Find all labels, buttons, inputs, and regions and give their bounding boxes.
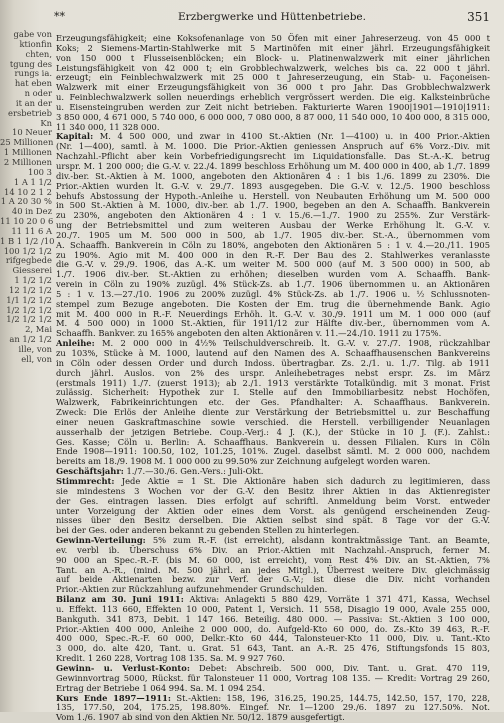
margin-fragment: 12 1/2 1/2 bbox=[9, 284, 52, 295]
margin-fragment: 40 in Dez bbox=[11, 206, 52, 217]
margin-fragment: 1 A 1 1/2 bbox=[13, 176, 52, 187]
text-line: in Cöln oder dessen Order und durch Indoss. übertragbar. Zs. 2./1. u. 1./7. Tilg. ab 1911 bbox=[56, 357, 490, 368]
text-line: Kapital: M. 4 500 000, und zwar in 4100 St.-Aktien (Nr. 1—4100) u. in 400 Prior.-Aktien bbox=[56, 131, 490, 142]
running-title: Erzbergwerke und Hüttenbetriebe. bbox=[178, 11, 366, 23]
text-line: 400 000, Spec.-R.-F. 60 000, Delkr.-Kto 60 444, Talonsteuer-Kto 11 000, Div. u. Tant.-Kto bbox=[56, 633, 490, 644]
margin-fragment: it an der bbox=[15, 97, 52, 108]
previous-page-margin bbox=[0, 30, 54, 712]
text-line: stempel zum Bezuge angeboten. Die Kosten der Em. trug die übernehmende Bank. Agio bbox=[56, 298, 490, 309]
text-line: verein in Cöln zu 190% zuzügl. 4% Stück-Zs. ab 1./7. 1906 übernommen u. an Aktionären bbox=[56, 279, 490, 290]
margin-fragment: 25 Millionen bbox=[0, 137, 54, 148]
text-line: behufs Abstossung der Hypoth.-Anleihe u. Herstell. von Neubauten Erhöhung um M. 500 000 bbox=[56, 190, 490, 201]
text-line: durch jährl. Auslos. von 2% des urspr. Anleihebetrages nebst erspr. Zs. im März bbox=[56, 367, 490, 378]
margin-fragment: 11 10 20 0 6 bbox=[0, 216, 54, 227]
margin-fragment: Kn bbox=[40, 117, 52, 128]
text-line: Tant. an A.-R., (mind. M. 500 jährl. an jedes Mitgl.), Überrest weitere Div. gleichmässig bbox=[56, 564, 490, 575]
margin-fragment: ktionfin bbox=[19, 38, 52, 49]
margin-fragment: an 1/2 1/2 bbox=[9, 334, 52, 345]
text-line: Vom 1./6. 1907 ab sind von den Aktien Nr. 50/12. 1879 ausgefertigt. bbox=[56, 712, 345, 723]
text-line: Kredit. 1 260 228, Vortrag 108 135. Sa. M. 9 927 760. bbox=[56, 653, 285, 664]
text-line: einer neuen Gaskraftmaschine sowie verschied. die Herstell. verbilligender Neuanlagen bbox=[56, 416, 490, 427]
text-line: Prior.-Aktien 400 000, Anleihe 2 000 000, do. Aufgeld-Kto 60 000, do. Zs.-Kto 39 463, R.-F. bbox=[56, 623, 490, 634]
text-line: 20./7. 1905 um M. 500 000 in 500, ab 1./7. 1905 div.-ber. St.-A., übernommen vom bbox=[56, 229, 490, 240]
margin-fragment: tgung des bbox=[9, 58, 52, 69]
margin-fragment: 100 1/2 1/2 bbox=[3, 245, 52, 256]
page-body-text bbox=[56, 33, 491, 723]
text-line: Ertrag der Betriebe 1 064 994. Sa. M. 1 094 254. bbox=[56, 682, 265, 693]
margin-fragment: 1 1/2 1/2 bbox=[14, 275, 52, 286]
text-line: ung der Betriebsmittel und zum weiteren Ausbau der Werke Erhöhung lt. G.-V. v. bbox=[56, 220, 490, 231]
text-line: zu 230%, angeboten den Aktionären 4 : 1 v. 15./6.—1./7. 1900 zu 255%. Zur Verstärk- bbox=[56, 210, 490, 221]
text-line: in 500 St.-Aktien à M. 1000, div.-ber. ab 1./7. 1900, begeben an den A. Schaaffh. Bankverein bbox=[56, 200, 490, 211]
margin-fragment: ell, von bbox=[21, 353, 52, 364]
text-line: urspr. M. 1 200 000; die G.-V. v. 22./4. 1899 beschloss Erhöhung um M. 400 000 in 400, ab 1./7. 1899 bbox=[56, 160, 490, 171]
text-line: Bilanz am 30. Juni 1911: Aktiva: Anlagekti 5 880 429, Vorräte 1 371 471, Kassa, Wechsel bbox=[56, 594, 490, 605]
text-line: Ende 1908—1911: 100.50, 102, 101.25, 101%. Zugel. daselbst sämtl. M. 2 000 000, nachdem bbox=[56, 446, 490, 457]
text-line: (Nr. 1—400), samtl. à M. 1000. Die Prior.-Aktien geniessen Anspruch auf 6% Vorz.-Div. mit bbox=[56, 141, 490, 152]
text-line: Erzeugungsfähigkeit; eine Koksofenanlage von 50 Öfen mit einer Jahreserzeug. von 45 000 t bbox=[56, 33, 490, 43]
text-line: Schaaffh. Bankver. zu 165% angeboten den alten Aktionären v. 11.—24./10. 1911 zu 175%. bbox=[56, 328, 442, 339]
margin-fragment: 100 3 bbox=[28, 166, 52, 177]
margin-fragment: rungs ia. bbox=[14, 68, 52, 79]
margin-fragment: 2, Mai bbox=[25, 324, 52, 335]
margin-fragment: n oder bbox=[24, 88, 52, 99]
text-line: 11 340 000, 11 328 000. bbox=[56, 121, 160, 132]
text-line: Anleihe: M. 2 000 000 in 4½% Teilschuldverschreib. lt. G.-V. v. 27./7. 1908, rückzahlbar bbox=[56, 338, 490, 349]
margin-fragment: Giesserei bbox=[12, 265, 52, 276]
margin-fragment: rifgegbede bbox=[5, 255, 52, 266]
text-line: div.-ber. St.-Aktien à M. 1000, angeboten den Aktionären 4 : 1 bis 1./6. 1899 zu 230%. Die bbox=[56, 170, 490, 181]
text-line: A. Schaaffh. Bankverein in Cöln zu 180%, angeboten den Aktionären 5 : 1 v. 4.—20./11. 1905 bbox=[56, 239, 490, 250]
text-line: (erstmals 1911) 1./7. (zuerst 1913); ab 2./1. 1913 verstärkte Totalkündig. mit 3 monat. Frist bbox=[56, 377, 490, 388]
text-line: Walzwerk mit einer Erzeugungsfähigkeit von 36 000 t pro Jahr. Das Grobblechwalzwerk bbox=[56, 82, 490, 93]
text-line: sie mindestens 3 Wochen vor der G.-V. den Besitz ihrer Aktien in das Aktienregister bbox=[56, 485, 490, 496]
text-line: auf beide Aktienarten bezw. zur Verf. der G.-V.; ist diese die Div. nicht vorhanden bbox=[56, 574, 490, 585]
text-line: Bankguth. 341 873, Debit. 1 147 166. Beteilig. 480 000. — Passiva: St.-Aktien 3 100 000, bbox=[56, 613, 490, 624]
text-line: Geschäftsjahr: 1./7.—30./6. Gen.-Vers.: Juli-Okt. bbox=[56, 466, 264, 477]
text-line: mit M. 400 000 in R.-F. Neuerdings Erhöh. lt. G.-V. v. 30./9. 1911 um M. 1 000 000 (auf bbox=[56, 308, 490, 319]
text-line: Koks; 2 Siemens-Martin-Stahlwerke mit 5 Martinöfen mit einer jährl. Erzeugungsfähigkeit bbox=[56, 42, 490, 53]
text-line: Zweck: Die Erlös der Anleihe diente zur Verstärkung der Betriebsmittel u. zur Beschaffung bbox=[56, 407, 490, 418]
text-line: Ges. Kasse; Cöln u. Berlin: A. Schaaffhaus. Bankverein u. dessen Filialen. Kurs in Cöln bbox=[56, 436, 490, 447]
text-line: nisses über den Besitz derselben. Die Aktien selbst sind spät. 8 Tage vor der G.-V. bbox=[56, 515, 490, 526]
text-line: 3 000, do. alte 420, Tant. u. Grat. 51 643, Tant. an A.-R. 25 476, Stiftungsfonds 15 803, bbox=[56, 643, 490, 654]
text-line: u. Effekt. 113 660, Effekten 10 000, Patent 1, Versich. 11 558, Disagio 19 000, Avale 255 000, bbox=[56, 603, 490, 614]
text-line: zu 190%. Agio mit M. 400 000 in den R.-F. Der Bau des 2. Stahlwerkes veranlasste bbox=[56, 249, 490, 260]
text-line: bereits am 18./9. 1908 M. 1 000 000 zu 99.50% zur Zeichnung aufgelegt worden waren. bbox=[56, 456, 431, 467]
text-line: 135, 177.50, 204, 175.25, 198.80%. Eingef. Nr. 1—1200 29./6. 1897 zu 127.50%. Not. bbox=[56, 702, 490, 713]
text-line: zulässig. Sicherheit: Hypothek zur I. Stelle auf den Immobiliarbesitz nebst Hochöfen, bbox=[56, 387, 490, 398]
text-line: der Ges. eintragen lassen. Dies erfolgt auf schriftl. Anmeldung beim Vorst. entweder bbox=[56, 495, 490, 506]
text-line: ausserhalb der jetzigen Betriebe. Coup.-Verj.: 4 J. (K.), der Stücke in 10 J. (F.). Zahlst.: bbox=[56, 426, 490, 437]
margin-fragment: hat eben bbox=[14, 78, 52, 89]
text-line: 5 : 1 v. 13.—27./10. 1906 zu 200% zuzügl. 4% Stück-Zs. ab 1./7. 1906 u. ½ Schlussnoten- bbox=[56, 288, 490, 299]
text-line: 1./7. 1906 div.-ber. St.-Aktien zu erhöhen; dieselben wurden vom A. Schaaffh. Bank- bbox=[56, 269, 490, 280]
margin-fragment: ille, von bbox=[18, 344, 52, 354]
text-line: Stimmrecht: Jede Aktie = 1 St. Die Aktionäre haben sich dadurch zu legitimieren, dass bbox=[56, 475, 490, 486]
text-line: Gewinn- u. Verlust-Konto: Debet: Abschreib. 500 000, Div. Tant. u. Grat. 470 119, bbox=[56, 663, 491, 673]
text-line: von 150 000 t Flusseisenblöcken; ein Block- u. Platinenwalzwerk mit einer jährlichen bbox=[56, 52, 490, 63]
page-number: 351 bbox=[467, 10, 490, 24]
margin-fragment: 10 Neuer bbox=[12, 127, 52, 138]
text-line: M. 4 500 000) in 1000 St.-Aktien, für 1911/12 zur Hälfte div.-ber., übernommen vom A. bbox=[56, 318, 490, 329]
text-line: u. Feinblechwalzwerk sollen neuerdings erheblich vergrössert werden. Die eig. Kalksteinbrüche bbox=[56, 92, 490, 103]
text-line: Prior.-Aktien wurden lt. G.-V. v. 29./7. 1893 ausgegeben. Die G.-V. v. 12./5. 1900 beschloss bbox=[56, 180, 490, 191]
text-line: u. Eisensteingruben werden zur Zeit nicht betrieben. Fakturierte Waren 1900|1901—1910|1911: bbox=[56, 101, 490, 112]
text-line: die G.-V. v. 29./9. 1906, das A.-K. um weiter M. 500 000 (auf M. 3 500 000) in 500, ab bbox=[56, 259, 490, 270]
margin-fragment: ersbetrieb bbox=[8, 107, 52, 118]
margin-fragment: 1/2 1/2 1/2 bbox=[6, 314, 52, 325]
margin-fragment: 2 Millionen bbox=[3, 156, 52, 167]
margin-fragment: 11 11 6 A bbox=[11, 225, 52, 236]
text-line: Kurs Ende 1897—1911: St.-Aktien: 158, 196, 316.25, 190.25, 144.75, 142.50, 157, 170, 228, bbox=[56, 692, 490, 703]
text-line: bei der Ges. oder anderen bekannt zu gebenden Stellen zu hinterlegen. bbox=[56, 525, 360, 536]
page-header bbox=[54, 10, 490, 28]
text-line: 90 000 an Spec.-R.-F. (bis M. 60 000, ist erreicht), vom Rest 4% Div. an St.-Aktien, 7% bbox=[56, 554, 490, 565]
text-line: 3 850 000, 4 671 000, 5 740 000, 6 000 000, 7 080 000, 8 87 000, 11 540 000, 10 400 000, 8 315 000, bbox=[56, 111, 490, 122]
margin-fragment: 1/1 1/2 1/2 bbox=[6, 294, 52, 305]
text-line: zu 103%, Stücke à M. 1000, lautend auf den Namen des A. Schaaffhausenschen Bankvereins bbox=[56, 348, 490, 358]
text-line: Gewinn-Verteilung: 5% zum R.-F. (ist erreicht), alsdann kontraktmässige Tant. an Beamte, bbox=[56, 535, 490, 546]
text-line: Leistungsfähigkeit von 42 000 t; ein Grobblechwalzwerk, welches bis ca. 22 000 t jährl. bbox=[56, 62, 490, 73]
margin-fragment: chten, bbox=[25, 48, 52, 59]
margin-fragment: 1 A 20 30 % bbox=[0, 196, 52, 207]
margin-fragment: gabe von bbox=[13, 29, 52, 39]
text-line: unter Vorzeigung der Aktien oder eines dem Vorst. als genügend erscheinenden Zeug- bbox=[56, 505, 490, 516]
margin-fragment: 14 10 2 1 2 bbox=[4, 186, 52, 197]
margin-fragment: 1 Millionen bbox=[3, 147, 52, 158]
text-line: erzeugt; ein Feinblechwalzwerk mit 25 000 t Jahreserzeugung, ein Stab- u. Façoneisen- bbox=[56, 72, 490, 83]
header-mark: ** bbox=[54, 10, 65, 23]
text-line: Prior.-Aktien zur Rückzahlung aufzunehmender Grundschulden. bbox=[56, 584, 328, 595]
margin-fragment: 1 B 1 1/2 /10 bbox=[0, 235, 55, 246]
text-line: Gewinnvortrag 5000, Rückst. für Talonsteuer 11 000, Vortrag 108 135. — Kredit: Vortrag 29 260, bbox=[56, 672, 490, 683]
text-line: Nachzahl.-Pflicht aber kein Vorbefriedigungsrecht im Liquidationsfalle. Das St.-A.-K. betrug bbox=[56, 151, 490, 162]
margin-fragment: 1/2 1/2 1/2 bbox=[6, 304, 52, 315]
text-line: Walzwerk, Fabrikeinrichtungen etc. der Ges. Pfandhalter: A. Schaaffhaus. Bankverein. bbox=[56, 397, 490, 408]
text-line: ev. verbl ib. Überschuss 6% Div. an Prior.-Aktien mit Nachzahl.-Anspruch, ferner M. bbox=[56, 544, 490, 555]
